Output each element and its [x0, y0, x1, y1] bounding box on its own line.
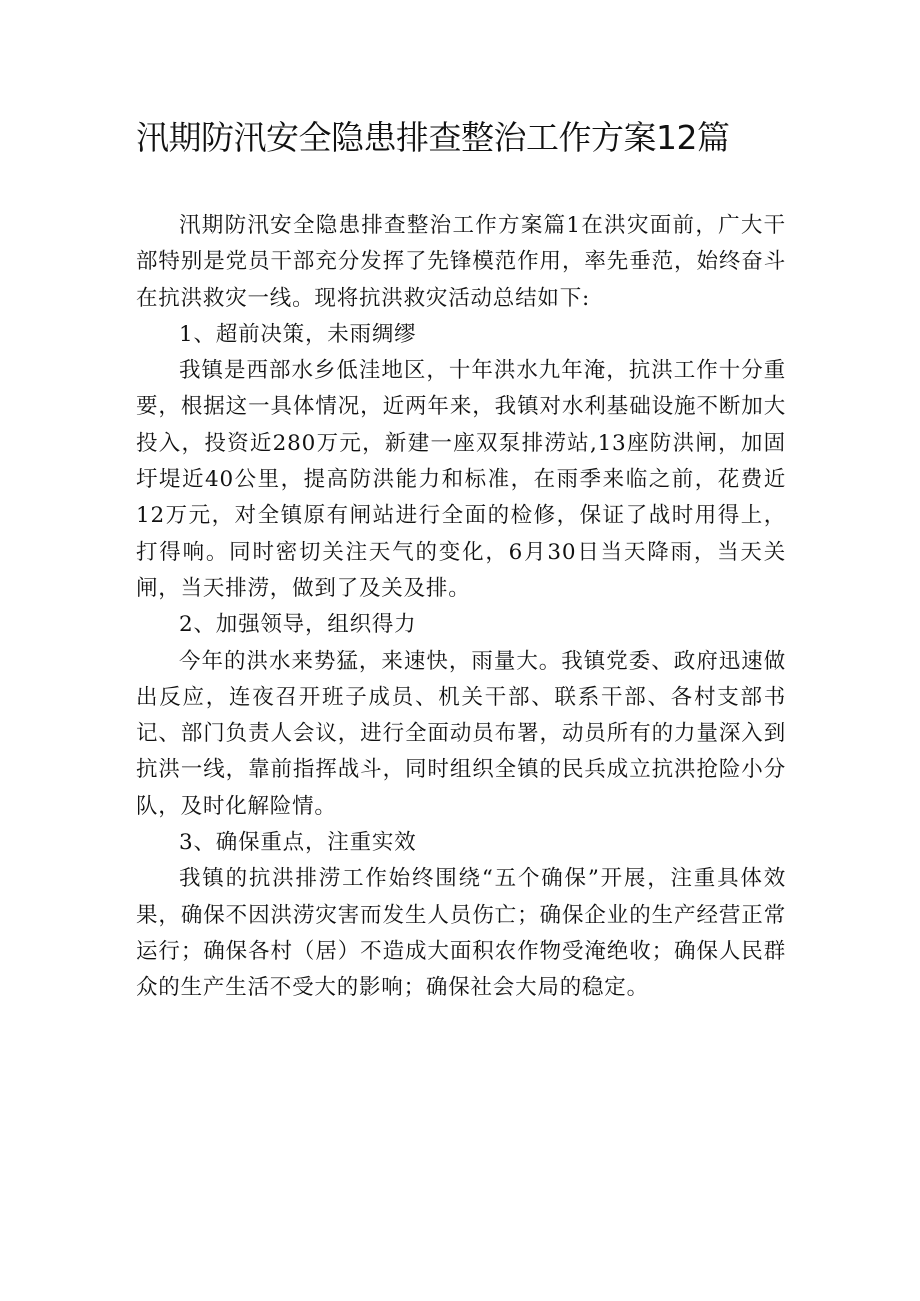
section-heading-2: 2、加强领导，组织得力	[179, 612, 417, 638]
paragraph-section-2: 今年的洪水来势猛，来速快，雨量大。我镇党委、政府迅速做出反应，连夜召开班子成员、机关干部、联系干部、各村支部书记、部门负责人会议，进行全面动员布署，动员所有的力量深入到抗洪一线，靠前指挥战斗，同时组织全镇的民兵成立抗洪抢险小分队，及时化解险情。	[136, 648, 786, 819]
document-title: 汛期防汛安全隐患排查整治工作方案12篇	[136, 118, 730, 157]
document-body	[136, 208, 786, 1007]
paragraph-section-1: 我镇是西部水乡低洼地区，十年洪水九年淹，抗洪工作十分重要，根据这一具体情况，近两年来，我镇对水利基础设施不断加大投入，投资近280万元，新建一座双泵排涝站,13座防洪闸，加固圩堤近40公里，提高防洪能力和标准，在雨季来临之前，花费近12万元，对全镇原有闸站进行全面的检修，保证了战时用得上，打得响。同时密切关注天气的变化，6月30日当天降雨，当天关闸，当天排涝，做到了及关及排。	[136, 358, 786, 601]
paragraph-intro: 汛期防汛安全隐患排查整治工作方案篇1在洪灾面前，广大干部特别是党员干部充分发挥了先锋模范作用，率先垂范，始终奋斗在抗洪救灾一线。现将抗洪救灾活动总结如下:	[136, 213, 786, 311]
section-heading-3: 3、确保重点，注重实效	[179, 830, 417, 856]
section-heading-1: 1、超前决策，未雨绸缪	[179, 321, 417, 347]
paragraph-section-3: 我镇的抗洪排涝工作始终围绕“五个确保”开展，注重具体效果，确保不因洪涝灾害而发生人员伤亡；确保企业的生产经营正常运行；确保各村（居）不造成大面积农作物受淹绝收；确保人民群众的生产生活不受大的影响；确保社会大局的稳定。	[136, 866, 786, 1001]
